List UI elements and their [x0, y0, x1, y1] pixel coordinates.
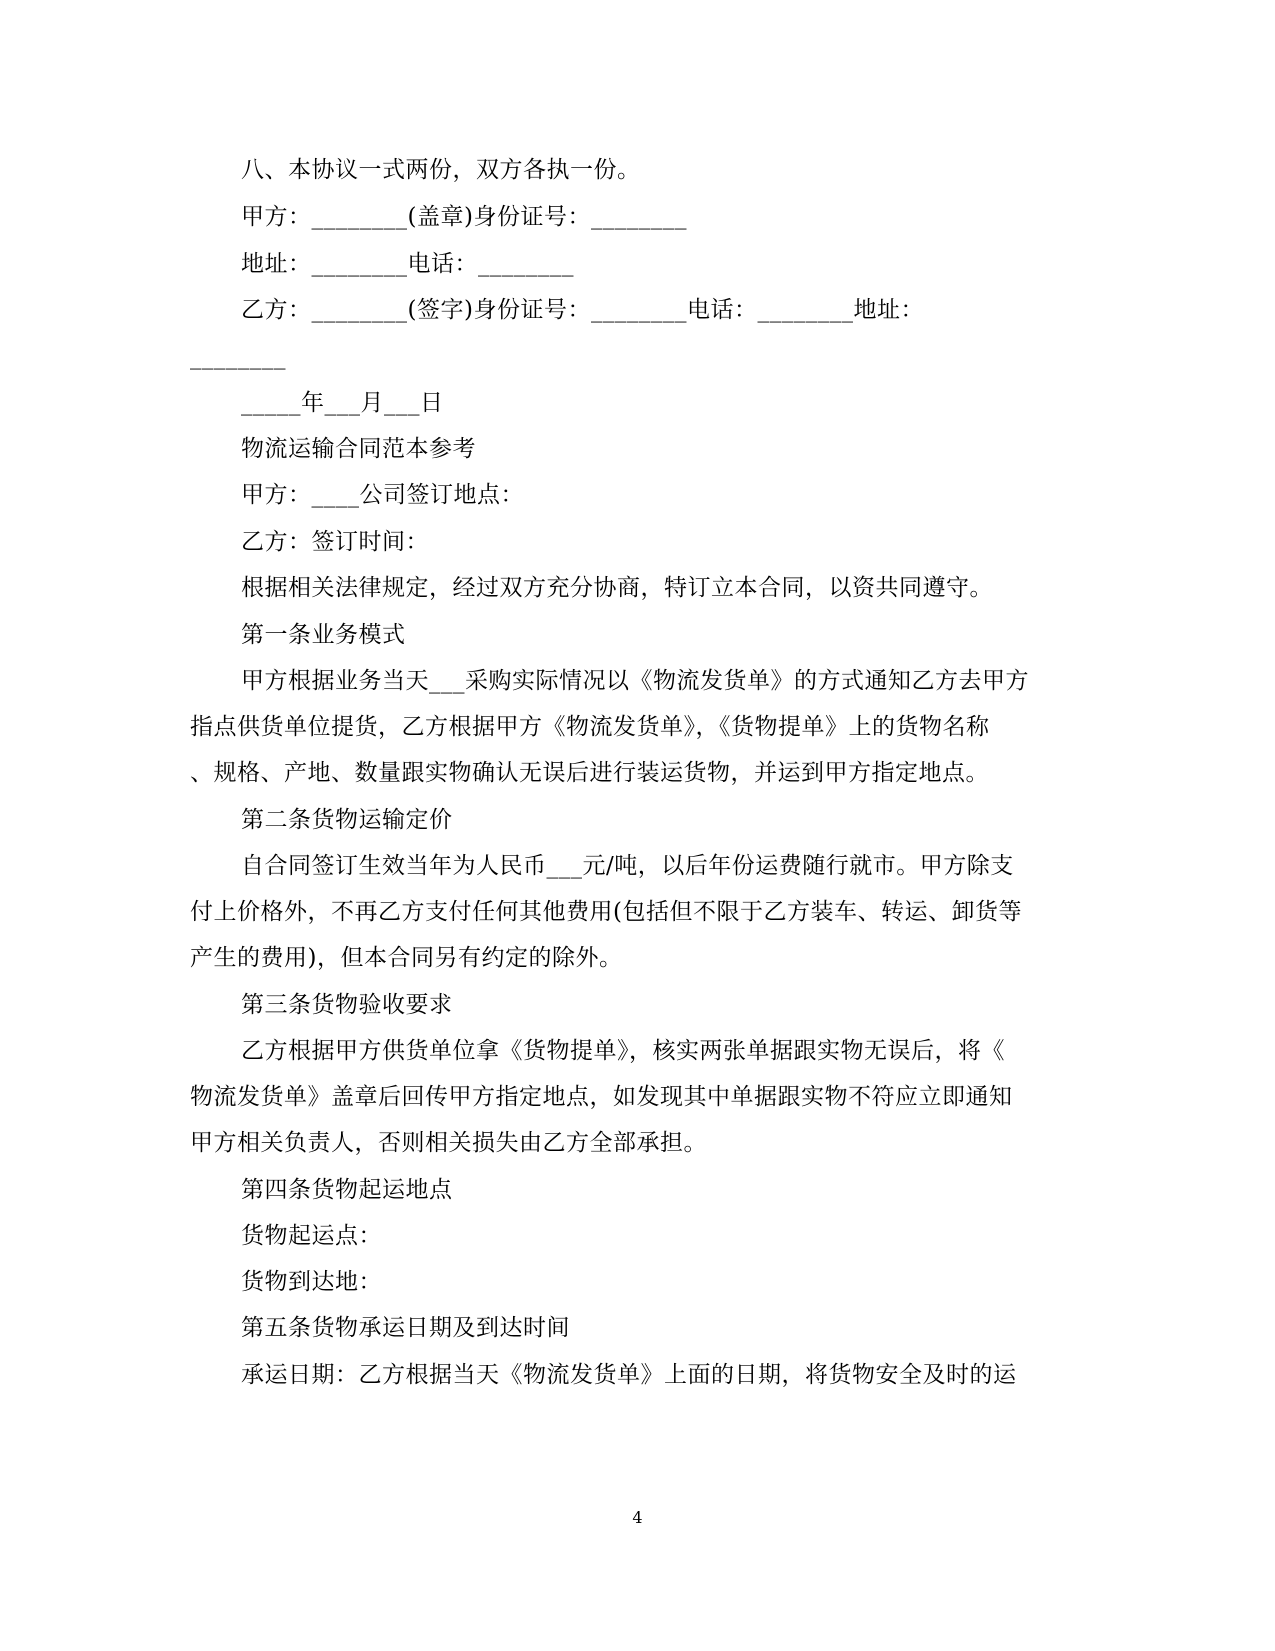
text-line: 货物起运点：	[241, 1223, 382, 1249]
text-line: 乙方根据甲方供货单位拿《货物提单》，核实两张单据跟实物无误后，将《	[241, 1038, 1005, 1064]
text-line: 自合同签订生效当年为人民币___元/吨，以后年份运费随行就市。甲方除支	[241, 853, 1014, 879]
clause-heading: 第二条货物运输定价	[241, 807, 453, 833]
text-line: 指点供货单位提货，乙方根据甲方《物流发货单》，《货物提单》上的货物名称	[190, 714, 990, 740]
text-line: 根据相关法律规定，经过双方充分协商，特订立本合同，以资共同遵守。	[241, 575, 993, 601]
clause-heading: 第四条货物起运地点	[241, 1177, 453, 1203]
text-line: 甲方相关负责人，否则相关损失由乙方全部承担。	[190, 1130, 707, 1156]
text-line: 货物到达地：	[241, 1269, 382, 1295]
text-line: 产生的费用)，但本合同另有约定的除外。	[190, 945, 623, 971]
clause-heading: 第一条业务模式	[241, 622, 406, 648]
text-line: _____年___月___日	[241, 390, 444, 416]
text-line: 付上价格外，不再乙方支付任何其他费用(包括但不限于乙方装车、转运、卸货等	[190, 899, 1022, 925]
text-line: 承运日期：乙方根据当天《物流发货单》上面的日期，将货物安全及时的运	[241, 1362, 1017, 1388]
text-line: 甲方：________(盖章)身份证号：________	[241, 204, 687, 230]
clause-heading: 第三条货物验收要求	[241, 992, 453, 1018]
text-line: 乙方：________(签字)身份证号：________电话：________地址：	[241, 297, 924, 323]
text-line: ________	[190, 344, 286, 370]
text-line: 甲方根据业务当天___采购实际情况以《物流发货单》的方式通知乙方去甲方	[241, 668, 1029, 694]
text-line: 甲方：____公司签订地点：	[241, 482, 524, 508]
section-title: 物流运输合同范本参考	[241, 436, 476, 462]
text-line: 物流发货单》盖章后回传甲方指定地点，如发现其中单据跟实物不符应立即通知	[190, 1084, 1013, 1110]
text-line: 地址：________电话：________	[241, 251, 574, 277]
text-line: 八、本协议一式两份，双方各执一份。	[241, 157, 641, 183]
clause-heading: 第五条货物承运日期及到达时间	[241, 1315, 570, 1341]
page-number: 4	[632, 1508, 643, 1527]
text-line: 、规格、产地、数量跟实物确认无误后进行装运货物，并运到甲方指定地点。	[190, 760, 989, 786]
text-line: 乙方：签订时间：	[241, 529, 429, 555]
